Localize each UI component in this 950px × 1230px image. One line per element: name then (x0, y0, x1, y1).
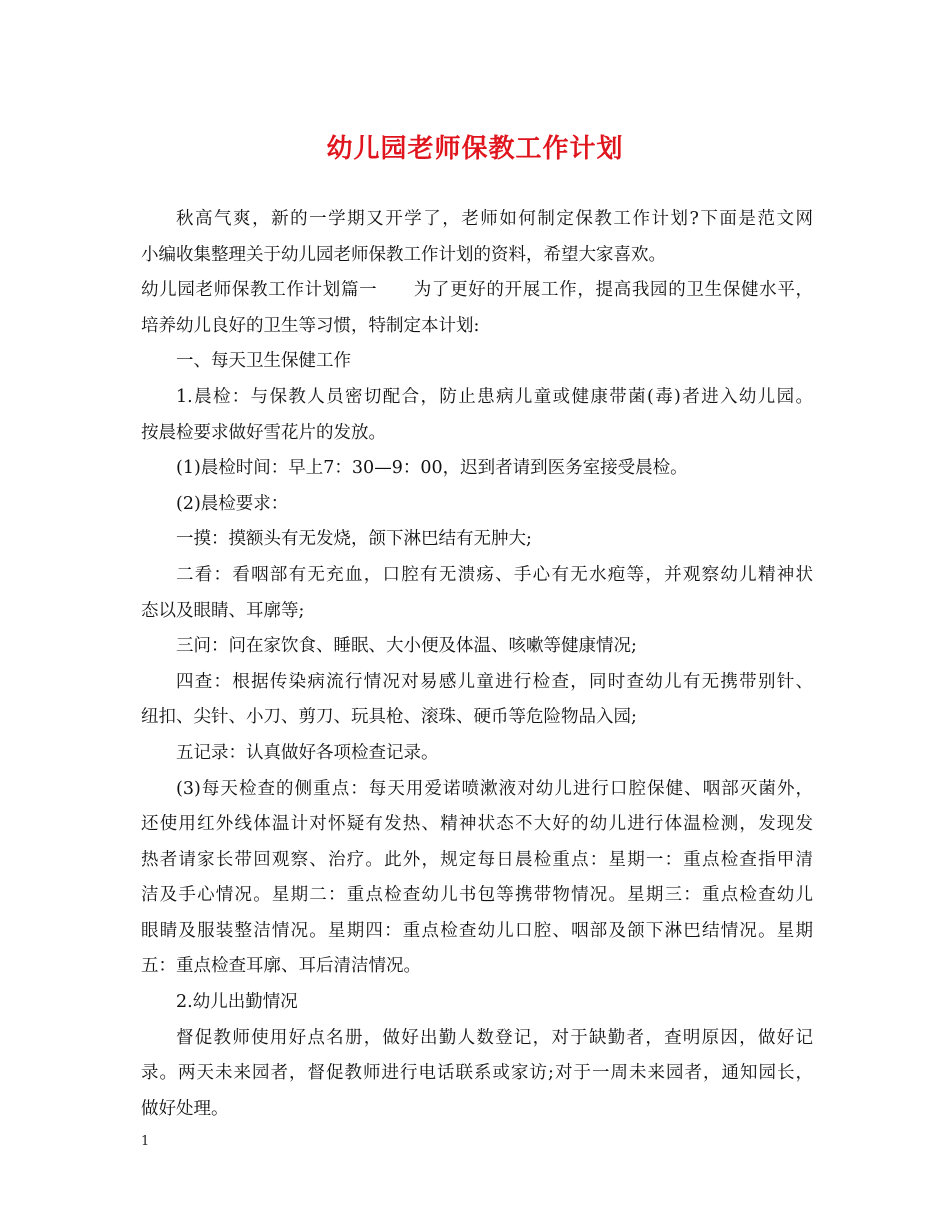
paragraph-line: (2)晨检要求： (176, 493, 289, 514)
paragraph-line: 录。两天未来园者，督促教师进行电话联系或家访;对于一周未来园者，通知园长， (141, 1063, 813, 1084)
paragraph-line: 五记录：认真做好各项检查记录。 (176, 742, 439, 763)
paragraph-line: 纽扣、尖针、小刀、剪刀、玩具枪、滚珠、硬币等危险物品入园; (141, 707, 637, 728)
paragraph-line: 培养幼儿良好的卫生等习惯，特制定本计划: (141, 315, 480, 336)
paragraph-line: 态以及眼睛、耳廓等; (141, 600, 305, 621)
paragraph-line: 四查：根据传染病流行情况对易感儿童进行检查，同时查幼儿有无携带别针、 (176, 671, 813, 692)
paragraph-line: 幼儿园老师保教工作计划篇一 为了更好的开展工作，提高我园的卫生保健水平， (141, 280, 813, 301)
paragraph-line: 一摸：摸额头有无发烧，颌下淋巴结有无肿大; (176, 529, 532, 550)
page-number: 1 (141, 1134, 150, 1149)
document-title: 幼儿园老师保教工作计划 (326, 134, 624, 164)
section-heading: 一、每天卫生保健工作 (176, 351, 351, 372)
paragraph-line: 还使用红外线体温计对怀疑有发热、精神状态不大好的幼儿进行体温检测，发现发 (141, 814, 813, 835)
paragraph-line: (1)晨检时间：早上7：30—9：00，迟到者请到医务室接受晨检。 (176, 458, 688, 479)
paragraph-line: 热者请家长带回观察、治疗。此外，规定每日晨检重点：星期一：重点检查指甲清 (141, 849, 813, 870)
paragraph-line: 洁及手心情况。星期二：重点检查幼儿书包等携带物情况。星期三：重点检查幼儿 (141, 885, 813, 906)
paragraph-line: 秋高气爽，新的一学期又开学了，老师如何制定保教工作计划?下面是范文网 (176, 209, 813, 229)
paragraph-line: 小编收集整理关于幼儿园老师保教工作计划的资料，希望大家喜欢。 (141, 244, 666, 265)
paragraph-line: 按晨检要求做好雪花片的发放。 (141, 422, 386, 443)
paragraph-line: 1.晨检：与保教人员密切配合，防止患病儿童或健康带菌(毒)者进入幼儿园。 (176, 386, 813, 407)
paragraph-line: 五：重点检查耳廓、耳后清洁情况。 (141, 956, 421, 977)
paragraph-line: 督促教师使用好点名册，做好出勤人数登记，对于缺勤者，查明原因，做好记 (176, 1027, 813, 1048)
section-heading: 2.幼儿出勤情况 (176, 992, 298, 1013)
paragraph-line: 做好处理。 (141, 1098, 229, 1119)
paragraph-line: (3)每天检查的侧重点：每天用爱诺喷漱液对幼儿进行口腔保健、咽部灭菌外， (176, 778, 813, 799)
paragraph-line: 眼睛及服装整洁情况。星期四：重点检查幼儿口腔、咽部及颌下淋巴结情况。星期 (141, 920, 813, 941)
paragraph-line: 三问：问在家饮食、睡眠、大小便及体温、咳嗽等健康情况; (176, 636, 637, 657)
paragraph-line: 二看：看咽部有无充血，口腔有无溃疡、手心有无水疱等，并观察幼儿精神状 (176, 564, 813, 585)
document-body (141, 202, 813, 1127)
